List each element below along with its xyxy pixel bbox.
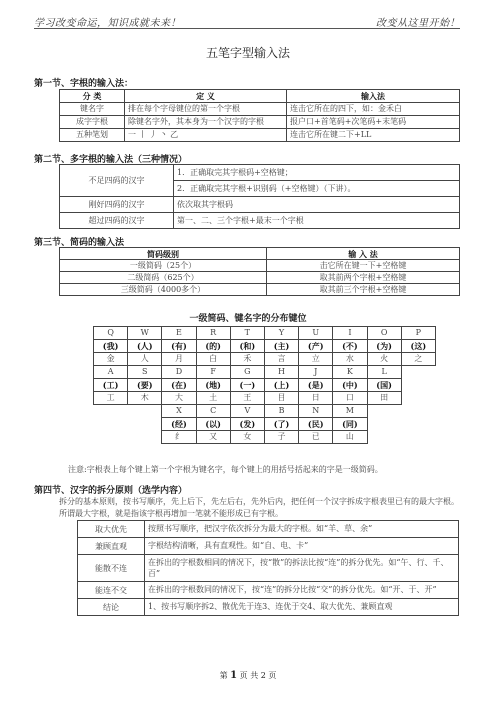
table-cell: 三级简码（4000多个） <box>60 284 267 296</box>
empty-cell <box>401 366 435 379</box>
key-letter: F <box>196 366 230 379</box>
key-name-char: 大 <box>162 392 196 405</box>
key-letter: B <box>264 405 298 418</box>
empty-cell <box>401 392 435 405</box>
key-letter: O <box>367 327 401 340</box>
keyboard-row <box>94 366 436 379</box>
col-header: 简码级别 <box>60 248 267 260</box>
table-cell: 1、按书写顺序拆2、散优先于连3、连优于交4、取大优先、兼顾直观 <box>145 599 459 616</box>
shortcode-char: (是) <box>299 379 333 392</box>
keyboard-row <box>94 327 436 340</box>
key-name-char: 日 <box>299 392 333 405</box>
key-letter: P <box>401 327 435 340</box>
shortcode-char: (发) <box>230 418 264 431</box>
key-letter: R <box>196 327 230 340</box>
table-row <box>78 521 459 538</box>
key-name-char: 又 <box>196 431 230 444</box>
table-cell: 兼顾直观 <box>78 538 145 555</box>
shortcode-char: (的) <box>196 340 230 353</box>
shortcode-char: (地) <box>196 379 230 392</box>
radical-input-table <box>59 89 460 142</box>
table-row <box>60 103 460 116</box>
table-cell: 报户口+首笔码+次笔码+末笔码 <box>287 116 460 129</box>
section-3-title: 第三节、简码的输入法 <box>34 238 125 248</box>
table-cell: 在拆出的字根数相同的情况下，按“散”的拆法比按“连”的拆分优先。如“午、行、千、百” <box>145 555 459 582</box>
table-cell: 超过四码的汉字 <box>60 213 174 229</box>
shortcode-char: (人) <box>128 340 162 353</box>
section-4-paragraph: 拆分的基本原则，按书写顺序，先上后下，先左后右，先外后内，把任何一个汉字拆成字根表里已有的最大字根。所谓最大字根，就是指该字根再增加一笔就不能形成已有字根。 <box>59 497 459 518</box>
table-cell: 连击它所在的四下，如：金禾白 <box>287 103 460 116</box>
table-row <box>78 555 459 582</box>
table-cell: 字根结构清晰，具有直观性。如“自、电、卡” <box>145 538 459 555</box>
key-letter: M <box>333 405 367 418</box>
footer-page-number: 1 <box>230 670 238 681</box>
keyboard-row <box>94 379 436 392</box>
document-title: 五笔字型输入法 <box>205 46 290 60</box>
key-letter: T <box>230 327 264 340</box>
key-letter: H <box>264 366 298 379</box>
table-row <box>60 197 460 213</box>
key-name-char: 王 <box>230 392 264 405</box>
shortcode-char: (一) <box>230 379 264 392</box>
key-letter: J <box>299 366 333 379</box>
footer-total-pages: 2 <box>260 671 266 680</box>
key-letter: C <box>196 405 230 418</box>
shortcode-char: (不) <box>333 340 367 353</box>
table-cell: 一级简码（25个） <box>60 260 267 272</box>
shortcode-table <box>59 247 460 296</box>
key-letter: Q <box>94 327 128 340</box>
key-name-char: 立 <box>299 353 333 366</box>
key-letter: A <box>94 366 128 379</box>
key-name-char: 人 <box>128 353 162 366</box>
page-header <box>34 12 460 29</box>
table-row <box>60 213 460 229</box>
table-row <box>60 260 460 272</box>
table-cell: 连击它所在键二下+LL <box>287 129 460 142</box>
keyboard-row <box>94 405 436 418</box>
shortcode-char: (同) <box>333 418 367 431</box>
table-cell: 二级简码（625个） <box>60 272 267 284</box>
key-letter: U <box>299 327 333 340</box>
table-header-row <box>60 248 460 260</box>
table-cell: 依次取其字根码 <box>174 197 460 213</box>
header-slogan-right: 改变从这里开始！ <box>376 18 460 29</box>
table-cell: 能散不连 <box>78 555 145 582</box>
col-header: 输 入 法 <box>267 248 460 260</box>
table-cell: 成字字根 <box>60 116 125 129</box>
footer-suffix: 页 <box>268 671 277 680</box>
key-letter: K <box>333 366 367 379</box>
key-letter: L <box>367 366 401 379</box>
empty-cell <box>128 405 162 418</box>
key-name-char: 已 <box>299 431 333 444</box>
key-name-char: 田 <box>367 392 401 405</box>
keyboard-row <box>94 353 436 366</box>
section-4-title: 第四节、汉字的拆分原则（选学内容） <box>34 486 188 496</box>
table-cell: 结论 <box>78 599 145 616</box>
table-row <box>60 284 460 296</box>
key-name-char: 白 <box>196 353 230 366</box>
footer-prefix: 第 <box>219 671 228 680</box>
table-row <box>78 599 459 616</box>
key-name-char: 口 <box>333 392 367 405</box>
table-cell: 刚好四码的汉字 <box>60 197 174 213</box>
keyboard-title: 一级简码、键名字的分布键位 <box>189 314 307 324</box>
table-cell: 按照书写顺序，把汉字依次拆分为最大的字根。如“羊、草、余” <box>145 521 459 538</box>
empty-cell <box>94 431 128 444</box>
keyboard-layout-table <box>93 326 436 444</box>
key-name-char: 女 <box>230 431 264 444</box>
table-cell: 2．正确取完其字根+识别码（+空格键）（下讲）。 <box>174 181 460 197</box>
table-row <box>78 582 459 599</box>
header-slogan-left: 学习改变命运，知识成就未来！ <box>34 18 181 29</box>
key-letter: V <box>230 405 264 418</box>
table-cell: 在拆出的字根数同的情况下，按“连”的拆分比按“交”的拆分优先。如“开、于、开” <box>145 582 459 599</box>
key-letter: Y <box>264 327 298 340</box>
empty-cell <box>401 405 435 418</box>
key-name-char: 土 <box>196 392 230 405</box>
shortcode-char: (上) <box>264 379 298 392</box>
key-letter: X <box>162 405 196 418</box>
table-cell: 能连不交 <box>78 582 145 599</box>
col-header: 定 义 <box>125 90 287 103</box>
section-1-title: 第一节、字根的输入法： <box>34 79 134 89</box>
empty-cell <box>367 431 401 444</box>
footer-middle: 页 共 <box>239 671 259 680</box>
table-cell: 除键名字外，其本身为一个汉字的字根 <box>125 116 287 129</box>
table-cell: 1．正确取完其字根码+空格键； <box>174 165 460 181</box>
shortcode-char: (这) <box>401 340 435 353</box>
key-name-char: 木 <box>128 392 162 405</box>
shortcode-char: (民) <box>299 418 333 431</box>
section-2-title: 第二节、多字根的输入法（三种情况） <box>34 155 188 165</box>
keyboard-row <box>94 392 436 405</box>
table-row <box>78 538 459 555</box>
page-footer <box>0 670 496 681</box>
table-row <box>60 165 460 181</box>
key-name-char: 金 <box>94 353 128 366</box>
key-letter: W <box>128 327 162 340</box>
table-cell: 五种笔划 <box>60 129 125 142</box>
multi-radical-table <box>59 164 460 229</box>
shortcode-char: (要) <box>128 379 162 392</box>
empty-cell <box>401 431 435 444</box>
key-name-char: 水 <box>333 353 367 366</box>
key-name-char: 山 <box>333 431 367 444</box>
split-principle-table <box>77 520 459 616</box>
table-cell: 取其前两个字根+空格键 <box>267 272 460 284</box>
empty-cell <box>128 418 162 431</box>
shortcode-char: (中) <box>333 379 367 392</box>
table-row <box>60 129 460 142</box>
key-name-char: 子 <box>264 431 298 444</box>
key-name-char: 月 <box>162 353 196 366</box>
key-name-char: 目 <box>264 392 298 405</box>
key-letter: S <box>128 366 162 379</box>
table-cell: 取其前三个字根+空格键 <box>267 284 460 296</box>
key-name-char: 言 <box>264 353 298 366</box>
shortcode-char: (和) <box>230 340 264 353</box>
table-cell: 一 丨 丿 丶 乙 <box>125 129 287 142</box>
key-letter: E <box>162 327 196 340</box>
table-row <box>60 116 460 129</box>
key-letter: D <box>162 366 196 379</box>
shortcode-char: (以) <box>196 418 230 431</box>
key-letter: I <box>333 327 367 340</box>
table-cell: 键名字 <box>60 103 125 116</box>
shortcode-char: (主) <box>264 340 298 353</box>
key-letter: G <box>230 366 264 379</box>
key-name-char: 之 <box>401 353 435 366</box>
key-name-char: 纟 <box>162 431 196 444</box>
empty-cell <box>401 379 435 392</box>
empty-cell <box>94 405 128 418</box>
table-cell: 不足四码的汉字 <box>60 165 174 197</box>
shortcode-char: (在) <box>162 379 196 392</box>
empty-cell <box>94 418 128 431</box>
col-header: 输入法 <box>287 90 460 103</box>
shortcode-char: (国) <box>367 379 401 392</box>
keyboard-note: 注意:字根表上每个键上第一个字根为键名字，每个键上的用括号括起来的字是一级简码。 <box>68 465 383 474</box>
col-header: 分 类 <box>60 90 125 103</box>
table-cell: 第一、二、三个字根+最末一个字根 <box>174 213 460 229</box>
keyboard-row <box>94 340 436 353</box>
key-name-char: 工 <box>94 392 128 405</box>
empty-cell <box>367 418 401 431</box>
key-name-char: 火 <box>367 353 401 366</box>
keyboard-row <box>94 418 436 431</box>
shortcode-char: (为) <box>367 340 401 353</box>
shortcode-char: (我) <box>94 340 128 353</box>
table-header-row <box>60 90 460 103</box>
table-cell: 取大优先 <box>78 521 145 538</box>
shortcode-char: (产) <box>299 340 333 353</box>
empty-cell <box>128 431 162 444</box>
keyboard-row <box>94 431 436 444</box>
table-row <box>60 272 460 284</box>
table-cell: 排在每个字母键位的第一个字根 <box>125 103 287 116</box>
key-letter: N <box>299 405 333 418</box>
shortcode-char: (了) <box>264 418 298 431</box>
shortcode-char: (有) <box>162 340 196 353</box>
table-cell: 击它所在键一下+空格键 <box>267 260 460 272</box>
shortcode-char: (工) <box>94 379 128 392</box>
key-name-char: 禾 <box>230 353 264 366</box>
empty-cell <box>367 405 401 418</box>
shortcode-char: (经) <box>162 418 196 431</box>
empty-cell <box>401 418 435 431</box>
